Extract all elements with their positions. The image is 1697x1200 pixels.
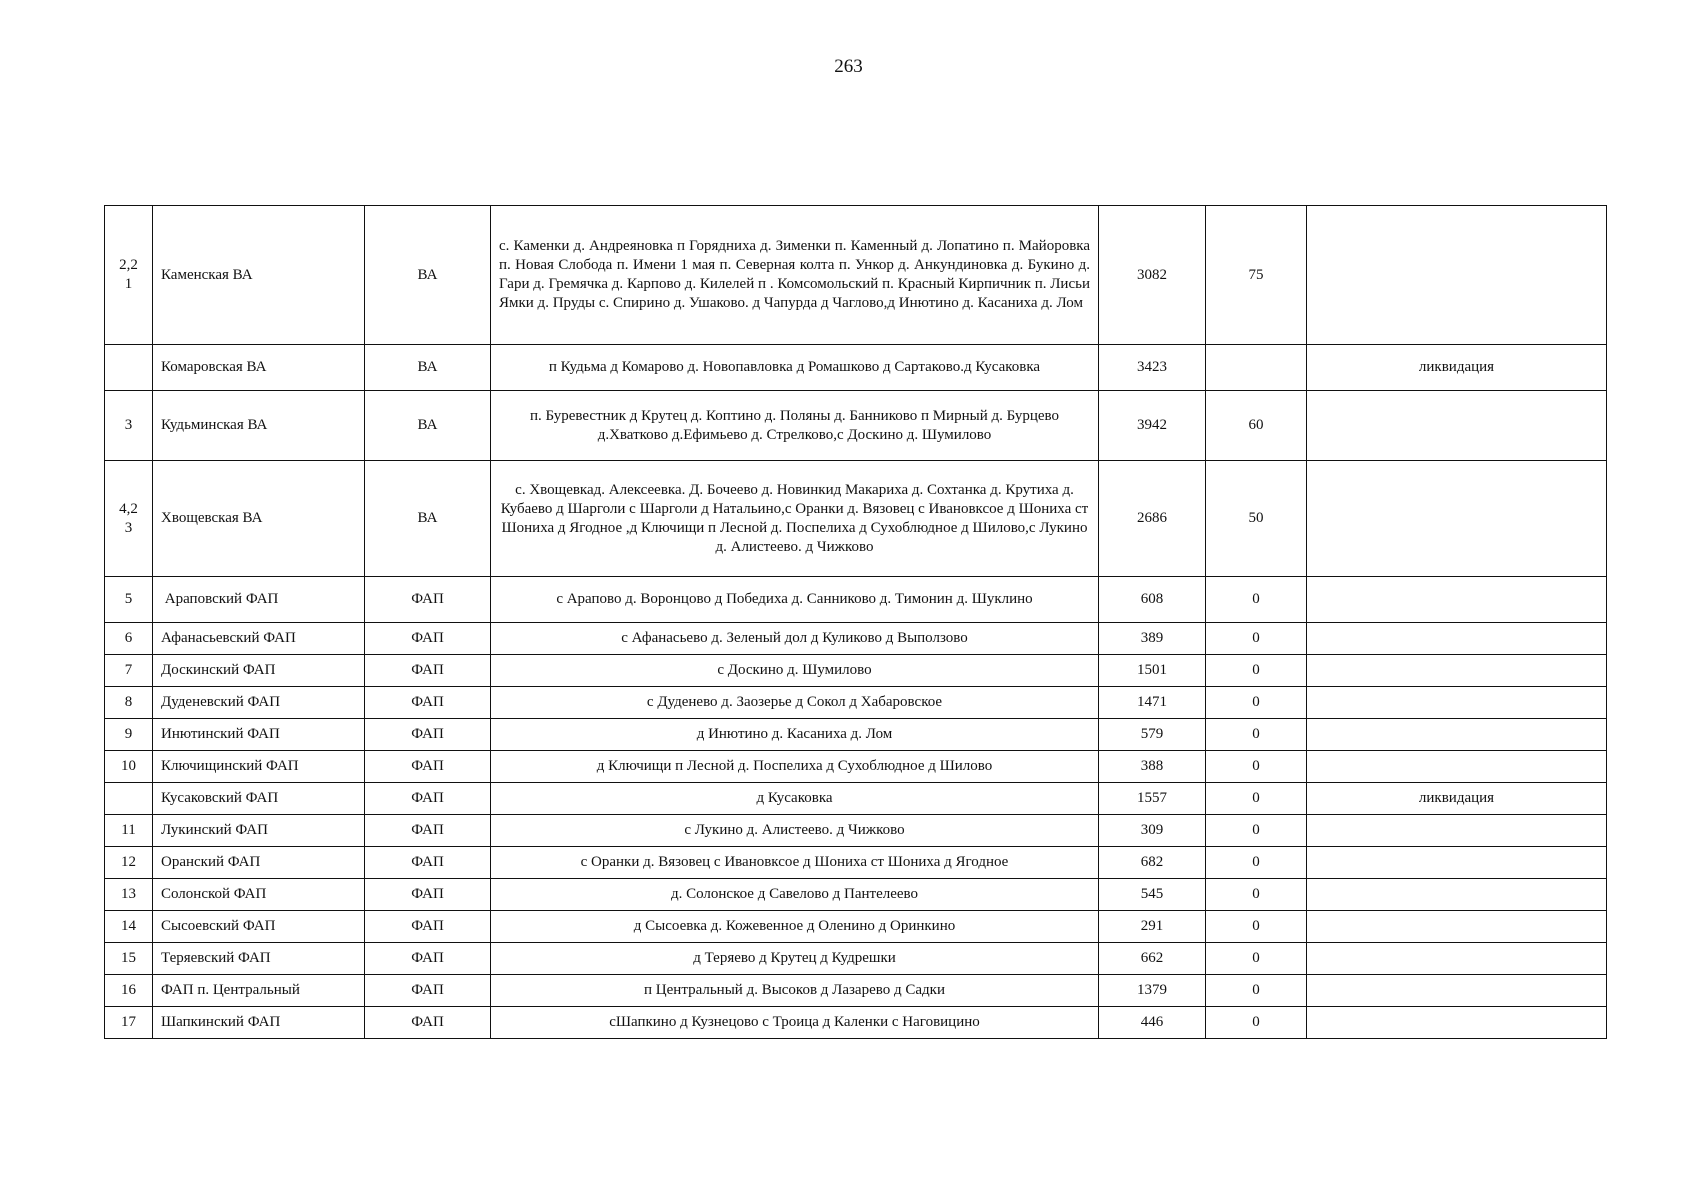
table-row (105, 687, 1607, 719)
staff-value: 0 (1206, 975, 1307, 1007)
note-text (1307, 879, 1607, 911)
table-row (105, 391, 1607, 461)
population-value: 309 (1099, 815, 1206, 847)
settlements-list: д Теряево д Крутец д Кудрешки (491, 943, 1099, 975)
facility-name: Теряевский ФАП (153, 943, 365, 975)
population-value: 446 (1099, 1007, 1206, 1039)
settlements-list: п. Буревестник д Крутец д. Коптино д. Поляны д. Банниково п Мирный д. Бурцево д.Хватково д.Ефимьево д. Стрелково,с Доскино д. Шумилово (491, 391, 1099, 461)
note-text (1307, 655, 1607, 687)
note-text: ликвидация (1307, 783, 1607, 815)
facility-name: Сысоевский ФАП (153, 911, 365, 943)
staff-value: 60 (1206, 391, 1307, 461)
table-row (105, 345, 1607, 391)
settlements-list: с. Хвощевкад. Алексеевка. Д. Бочеево д. Новинкид Макариха д. Сохтанка д. Крутиха д. Кубаево д Шарголи с Шарголи д Натальино,с Оранки д. Вязовец с Ивановксое д Шониха ст Шониха д Ягодное ,д Ключищи п Лесной д. Поспелиха д Сухоблюдное д Шилово,с Лукино д. Алистеево. д Чижково (491, 461, 1099, 577)
facility-type: ФАП (365, 751, 491, 783)
row-number (105, 783, 153, 815)
facility-name: Афанасьевский ФАП (153, 623, 365, 655)
table-row (105, 751, 1607, 783)
note-text (1307, 911, 1607, 943)
staff-value: 0 (1206, 879, 1307, 911)
facility-name: Каменская ВА (153, 206, 365, 345)
note-text (1307, 815, 1607, 847)
row-number: 7 (105, 655, 153, 687)
staff-value: 0 (1206, 719, 1307, 751)
population-value: 682 (1099, 847, 1206, 879)
population-value: 3423 (1099, 345, 1206, 391)
facility-name: Комаровская ВА (153, 345, 365, 391)
population-value: 1379 (1099, 975, 1206, 1007)
staff-value: 0 (1206, 847, 1307, 879)
facility-name: Оранский ФАП (153, 847, 365, 879)
note-text (1307, 751, 1607, 783)
table-row (105, 911, 1607, 943)
facility-name: Кусаковский ФАП (153, 783, 365, 815)
staff-value (1206, 345, 1307, 391)
population-value: 1557 (1099, 783, 1206, 815)
facility-type: ФАП (365, 1007, 491, 1039)
row-number: 15 (105, 943, 153, 975)
note-text (1307, 577, 1607, 623)
row-number: 9 (105, 719, 153, 751)
settlements-list: д Кусаковка (491, 783, 1099, 815)
facility-name: Ключищинский ФАП (153, 751, 365, 783)
facility-type: ФАП (365, 847, 491, 879)
note-text: ликвидация (1307, 345, 1607, 391)
staff-value: 0 (1206, 655, 1307, 687)
row-number: 16 (105, 975, 153, 1007)
row-number: 13 (105, 879, 153, 911)
settlements-list: сШапкино д Кузнецово с Троица д Каленки с Наговицино (491, 1007, 1099, 1039)
row-number: 10 (105, 751, 153, 783)
settlements-list: п Кудьма д Комарово д. Новопавловка д Ромашково д Сартаково.д Кусаковка (491, 345, 1099, 391)
facility-name: Доскинский ФАП (153, 655, 365, 687)
staff-value: 0 (1206, 815, 1307, 847)
population-value: 3942 (1099, 391, 1206, 461)
facilities-table (104, 205, 1607, 1039)
facility-type: ВА (365, 206, 491, 345)
staff-value: 0 (1206, 911, 1307, 943)
population-value: 388 (1099, 751, 1206, 783)
population-value: 662 (1099, 943, 1206, 975)
facility-type: ФАП (365, 655, 491, 687)
settlements-list: с Дуденево д. Заозерье д Сокол д Хабаровское (491, 687, 1099, 719)
facility-type: ФАП (365, 687, 491, 719)
note-text (1307, 206, 1607, 345)
note-text (1307, 461, 1607, 577)
settlements-list: д Ключищи п Лесной д. Поспелиха д Сухоблюдное д Шилово (491, 751, 1099, 783)
population-value: 389 (1099, 623, 1206, 655)
population-value: 2686 (1099, 461, 1206, 577)
note-text (1307, 847, 1607, 879)
row-number: 4,2 3 (105, 461, 153, 577)
row-number: 17 (105, 1007, 153, 1039)
population-value: 291 (1099, 911, 1206, 943)
staff-value: 0 (1206, 577, 1307, 623)
table-row (105, 815, 1607, 847)
settlements-list: с Оранки д. Вязовец с Ивановксое д Шониха ст Шониха д Ягодное (491, 847, 1099, 879)
row-number: 12 (105, 847, 153, 879)
table-row (105, 1007, 1607, 1039)
population-value: 579 (1099, 719, 1206, 751)
facility-name: Лукинский ФАП (153, 815, 365, 847)
population-value: 608 (1099, 577, 1206, 623)
row-number: 11 (105, 815, 153, 847)
settlements-list: д. Солонское д Савелово д Пантелеево (491, 879, 1099, 911)
staff-value: 0 (1206, 943, 1307, 975)
staff-value: 0 (1206, 1007, 1307, 1039)
table-row (105, 879, 1607, 911)
facility-type: ФАП (365, 911, 491, 943)
settlements-list: с Арапово д. Воронцово д Победиха д. Санниково д. Тимонин д. Шуклино (491, 577, 1099, 623)
staff-value: 75 (1206, 206, 1307, 345)
staff-value: 0 (1206, 751, 1307, 783)
facility-name: Дуденевский ФАП (153, 687, 365, 719)
facility-type: ФАП (365, 815, 491, 847)
note-text (1307, 1007, 1607, 1039)
facility-type: ФАП (365, 783, 491, 815)
settlements-list: д Сысоевка д. Кожевенное д Оленино д Оринкино (491, 911, 1099, 943)
facility-name: Кудьминская ВА (153, 391, 365, 461)
facility-type: ФАП (365, 577, 491, 623)
row-number: 6 (105, 623, 153, 655)
table-row (105, 577, 1607, 623)
row-number: 8 (105, 687, 153, 719)
settlements-list: с Лукино д. Алистеево. д Чижково (491, 815, 1099, 847)
facility-type: ВА (365, 461, 491, 577)
settlements-list: с. Каменки д. Андреяновка п Горядниха д. Зименки п. Каменный д. Лопатино п. Майоровка п. Новая Слобода п. Имени 1 мая п. Северная колта п. Ункор д. Анкундиновка д. Букино д. Гари д. Гремячка д. Карпово д. Килелей п . Комсомольский п. Красный Кирпичник п. Лисьи Ямки д. Пруды с. Спирино д. Ушаково. д Чапурда д Чаглово,д Инютино д. Касаниха д. Лом (491, 206, 1099, 345)
population-value: 1471 (1099, 687, 1206, 719)
settlements-list: д Инютино д. Касаниха д. Лом (491, 719, 1099, 751)
table-row (105, 719, 1607, 751)
note-text (1307, 391, 1607, 461)
settlements-list: с Доскино д. Шумилово (491, 655, 1099, 687)
facility-name: Араповский ФАП (153, 577, 365, 623)
facility-type: ФАП (365, 975, 491, 1007)
facility-name: Шапкинский ФАП (153, 1007, 365, 1039)
staff-value: 0 (1206, 783, 1307, 815)
note-text (1307, 943, 1607, 975)
table-row (105, 847, 1607, 879)
row-number: 14 (105, 911, 153, 943)
row-number (105, 345, 153, 391)
table-row (105, 623, 1607, 655)
facility-name: Инютинский ФАП (153, 719, 365, 751)
staff-value: 50 (1206, 461, 1307, 577)
facility-type: ФАП (365, 623, 491, 655)
table-row (105, 655, 1607, 687)
facility-type: ВА (365, 345, 491, 391)
table-row (105, 783, 1607, 815)
population-value: 1501 (1099, 655, 1206, 687)
note-text (1307, 687, 1607, 719)
row-number: 2,2 1 (105, 206, 153, 345)
facility-type: ФАП (365, 719, 491, 751)
table-row (105, 461, 1607, 577)
population-value: 3082 (1099, 206, 1206, 345)
settlements-list: п Центральный д. Высоков д Лазарево д Садки (491, 975, 1099, 1007)
facility-type: ФАП (365, 943, 491, 975)
staff-value: 0 (1206, 687, 1307, 719)
page-number: 263 (834, 56, 863, 77)
facility-name: ФАП п. Центральный (153, 975, 365, 1007)
table-row (105, 206, 1607, 345)
table-row (105, 943, 1607, 975)
note-text (1307, 719, 1607, 751)
facility-name: Хвощевская ВА (153, 461, 365, 577)
facility-type: ВА (365, 391, 491, 461)
population-value: 545 (1099, 879, 1206, 911)
settlements-list: с Афанасьево д. Зеленый дол д Куликово д Выползово (491, 623, 1099, 655)
note-text (1307, 975, 1607, 1007)
staff-value: 0 (1206, 623, 1307, 655)
row-number: 3 (105, 391, 153, 461)
facility-name: Солонской ФАП (153, 879, 365, 911)
row-number: 5 (105, 577, 153, 623)
facility-type: ФАП (365, 879, 491, 911)
note-text (1307, 623, 1607, 655)
table-row (105, 975, 1607, 1007)
